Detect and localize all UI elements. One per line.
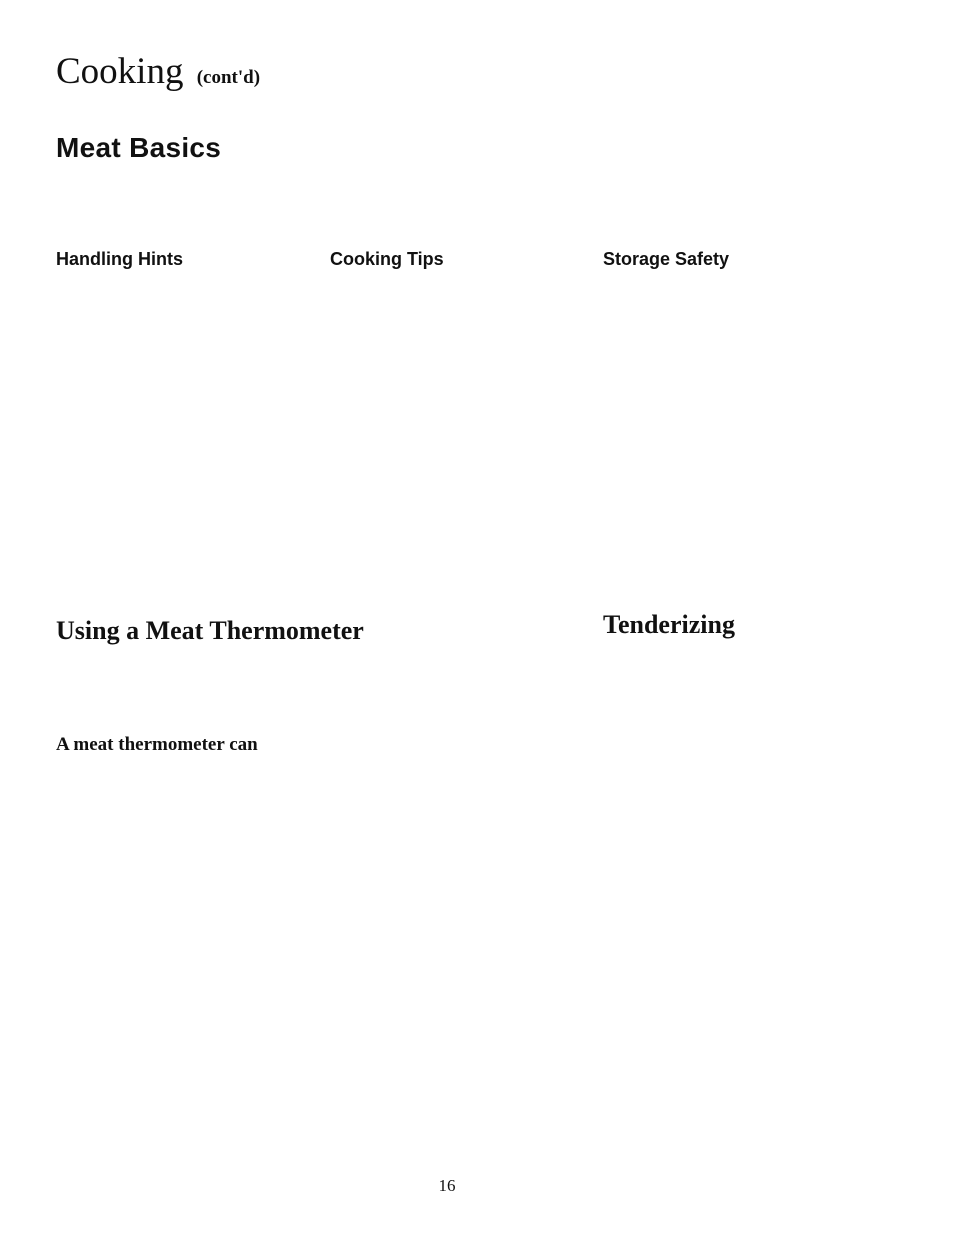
page-number: 16 (438, 1176, 456, 1195)
page-title (56, 52, 260, 93)
page-title-text: Cooking (56, 51, 184, 92)
heading-tenderizing: Tenderizing (603, 610, 735, 639)
column-heading-handling-hints: Handling Hints (56, 249, 183, 269)
heading-using-meat-thermometer: Using a Meat Thermometer (56, 616, 364, 645)
column-heading-cooking-tips: Cooking Tips (330, 249, 444, 269)
column-heading-storage-safety: Storage Safety (603, 249, 730, 269)
thermometer-lead-text: A meat thermometer can (56, 734, 258, 755)
page-title-suffix: (cont'd) (196, 67, 261, 88)
section-title-meat-basics: Meat Basics (56, 132, 222, 163)
